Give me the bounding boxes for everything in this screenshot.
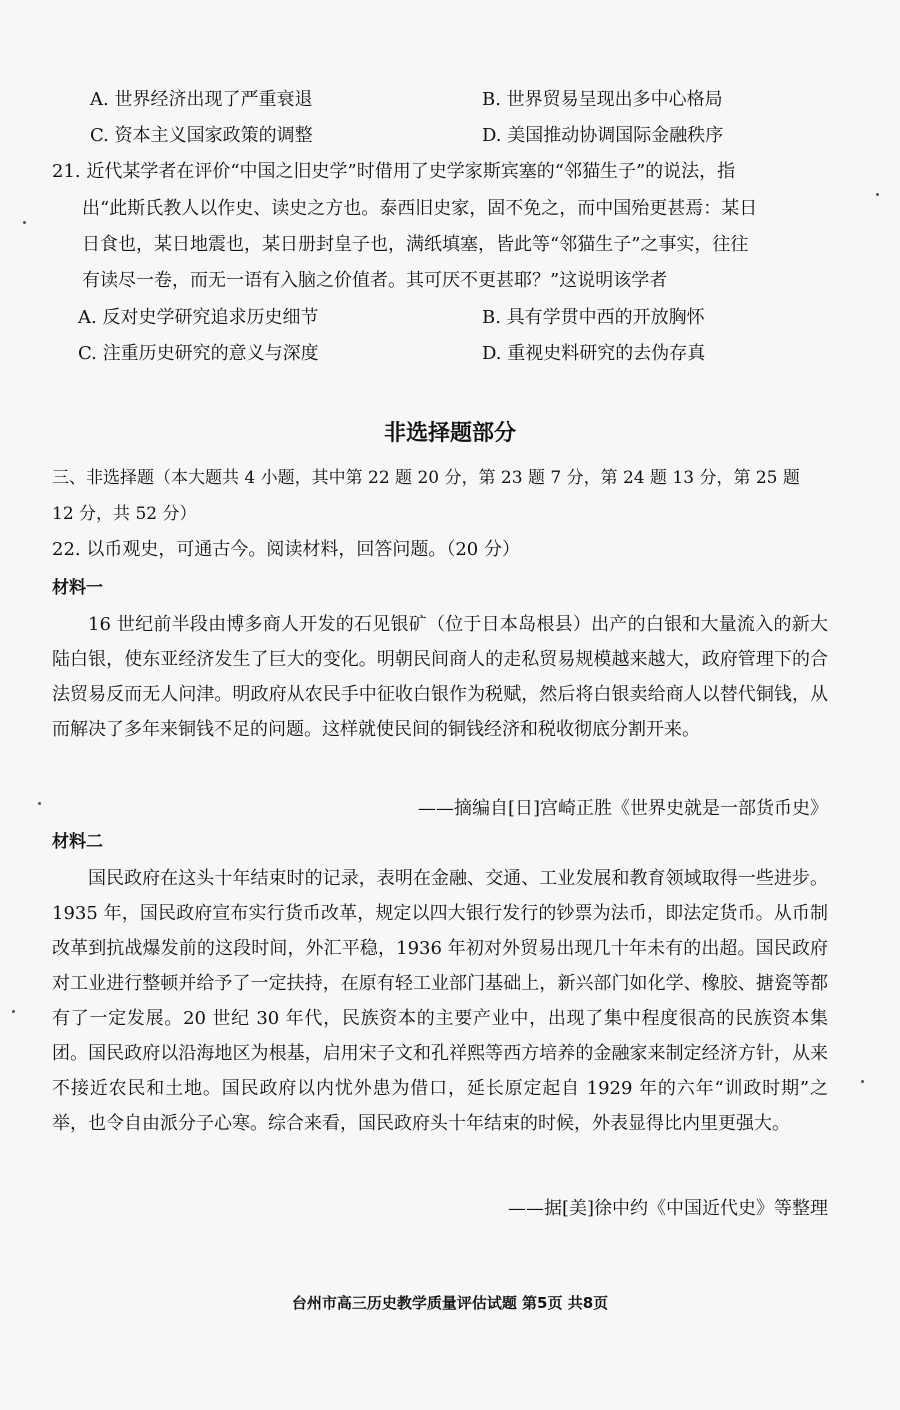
scan-speck [861, 1080, 864, 1083]
q21-option-a: A. 反对史学研究追求历史细节 [78, 307, 319, 328]
material2-label: 材料二 [52, 832, 103, 852]
q20-option-c: C. 资本主义国家政策的调整 [90, 125, 313, 146]
scan-speck [12, 1010, 15, 1013]
q22-prompt: 22. 以币观史，可通古今。阅读材料，回答问题。（20 分） [52, 539, 520, 560]
q21-option-d: D. 重视史料研究的去伪存真 [482, 343, 706, 364]
q21-line-1: 21. 近代某学者在评价“中国之旧史学”时借用了史学家斯宾塞的“邻猫生子”的说法，指 [52, 161, 736, 182]
q21-option-c: C. 注重历史研究的意义与深度 [78, 343, 319, 364]
section3-line-1: 三、非选择题（本大题共 4 小题，其中第 22 题 20 分，第 23 题 7 分，第 24 题 13 分，第 25 题 [52, 468, 800, 488]
page-footer: 台州市高三历史教学质量评估试题 第5页 共8页 [291, 1294, 609, 1312]
q20-option-d: D. 美国推动协调国际金融秩序 [482, 125, 724, 146]
q21-option-b: B. 具有学贯中西的开放胸怀 [482, 307, 705, 328]
section-title: 非选择题部分 [383, 421, 516, 446]
q21-line-3: 日食也，某日地震也，某日册封皇子也，满纸填塞，皆此等“邻猫生子”之事实，往往 [82, 234, 749, 255]
material1-source: ——摘编自[日]宫崎正胜《世界史就是一部货币史》 [417, 798, 828, 819]
material2-source: ——据[美]徐中约《中国近代史》等整理 [507, 1198, 828, 1219]
section3-line-2: 12 分，共 52 分） [52, 504, 197, 524]
q21-line-4: 有读尽一卷，而无一语有入脑之价值者。其可厌不更甚耶？”这说明该学者 [82, 270, 668, 291]
material1-text: 16 世纪前半段由博多商人开发的石见银矿（位于日本岛根县）出产的白银和大量流入的新大陆白银，使东亚经济发生了巨大的变化。明朝民间商人的走私贸易规模越来越大，政府管理下的合法贸易反而无人问津。明政府从农民手中征收白银作为税赋，然后将白银卖给商人以替代铜钱，从而解决了多年来铜钱不足的问题。这样就使民间的铜钱经济和税收彻底分割开来。 [52, 614, 828, 740]
material1-label: 材料一 [52, 578, 103, 598]
q20-option-b: B. 世界贸易呈现出多中心格局 [482, 89, 723, 110]
scan-speck [23, 221, 26, 224]
material2-text: 国民政府在这头十年结束时的记录，表明在金融、交通、工业发展和教育领域取得一些进步。1935 年，国民政府宣布实行货币改革，规定以四大银行发行的钞票为法币，即法定货币。从币制改革到抗战爆发前的这段时间，外汇平稳，1936 年初对外贸易出现几十年未有的出超。国民政府对工业进行整顿并给予了一定扶持，在原有轻工业部门基础上，新兴部门如化学、橡胶、搪瓷等都有了一定发展。20 世纪 30 年代，民族资本的主要产业中，出现了集中程度很高的民族资本集团。国民政府以沿海地区为根基，启用宋子文和孔祥熙等西方培养的金融家来制定经济方针，从来不接近农民和土地。国民政府以内忧外患为借口，延长原定起自 1929 年的六年“训政时期”之举，也令自由派分子心寒。综合来看，国民政府头十年结束的时候，外表显得比内里更强大。 [52, 868, 828, 1134]
scan-speck [38, 802, 41, 805]
q20-option-a: A. 世界经济出现了严重衰退 [90, 89, 313, 110]
q21-line-2: 出“此斯氏教人以作史、读史之方也。泰西旧史家，固不免之，而中国殆更甚焉：某日 [82, 198, 758, 219]
scan-speck [876, 193, 879, 196]
